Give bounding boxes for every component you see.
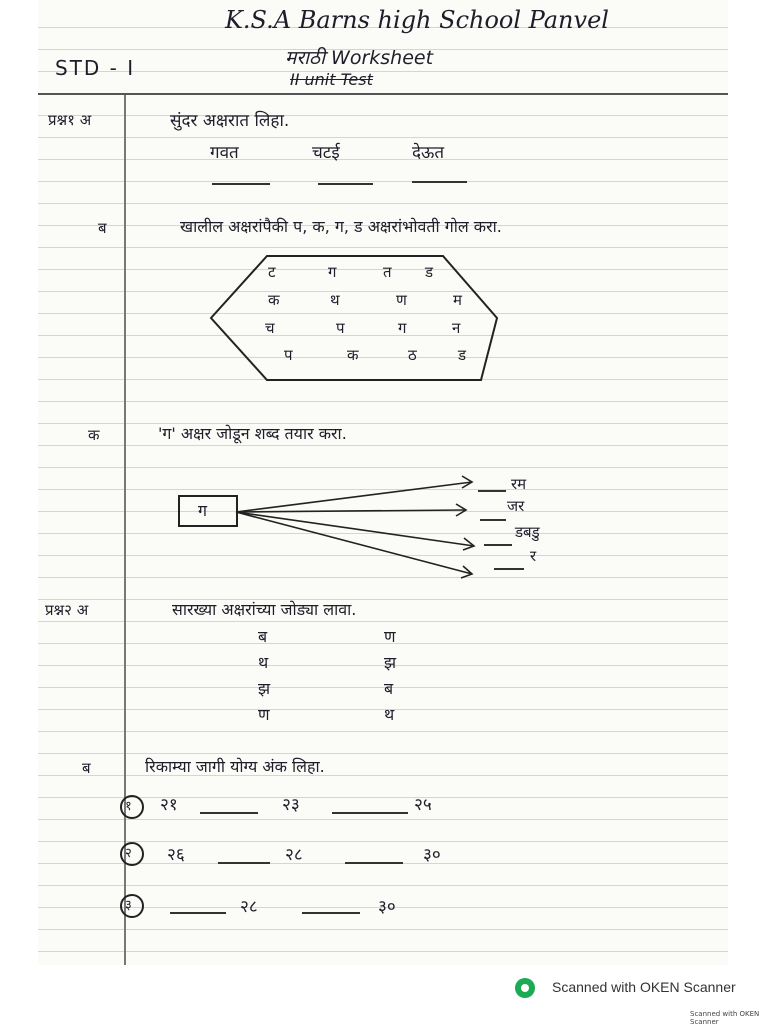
number-value: २५ — [414, 795, 432, 815]
pair-right-2[interactable]: झ — [384, 653, 397, 672]
answer-blank[interactable] — [302, 912, 360, 914]
answer-blank[interactable] — [478, 490, 506, 492]
oken-scanner-logo-icon — [515, 978, 535, 998]
worksheet-subtitle: मराठी Worksheet — [285, 47, 434, 69]
row-number: २ — [125, 846, 132, 861]
ending-2: जर — [507, 497, 525, 515]
answer-blank[interactable] — [332, 812, 408, 814]
grid-cell[interactable]: च — [265, 319, 275, 337]
q1a-instruction: सुंदर अक्षरात लिहा. — [170, 111, 290, 131]
number-value: २१ — [160, 795, 178, 815]
grid-cell[interactable]: ण — [396, 291, 407, 309]
grid-cell[interactable]: क — [268, 291, 280, 309]
answer-blank[interactable] — [212, 183, 270, 185]
center-letter-box — [178, 495, 238, 527]
grid-cell[interactable]: ठ — [408, 346, 417, 364]
row-number-circle — [120, 894, 144, 918]
q2b-label: ब — [82, 759, 91, 777]
answer-blank[interactable] — [318, 183, 373, 185]
arrows — [234, 470, 514, 585]
answer-blank[interactable] — [494, 568, 524, 570]
answer-blank[interactable] — [484, 544, 512, 546]
row-number: १ — [125, 799, 132, 814]
number-value: ३० — [378, 897, 396, 917]
answer-blank[interactable] — [170, 912, 226, 914]
number-value: २६ — [167, 845, 185, 865]
scanner-watermark: Scanned with OKEN Scanner — [552, 979, 736, 995]
grid-cell[interactable]: ग — [398, 319, 407, 337]
number-value: ३० — [423, 845, 441, 865]
row-number-circle — [120, 842, 144, 866]
q1a-word-1: गवत — [210, 143, 239, 163]
q1a-word-2: चटई — [312, 143, 340, 163]
q1b-instruction: खालील अक्षरांपैकी प, क, ग, ड अक्षरांभोवती गोल करा. — [180, 217, 502, 236]
q2a-label: प्रश्न२ अ — [45, 601, 89, 619]
answer-blank[interactable] — [345, 862, 403, 864]
grid-cell[interactable]: थ — [330, 291, 340, 309]
school-title: K.S.A Barns high School Panvel — [225, 6, 609, 34]
grid-cell[interactable]: क — [347, 346, 359, 364]
q1a-label: प्रश्न१ अ — [48, 111, 92, 129]
answer-blank[interactable] — [412, 181, 467, 183]
answer-blank[interactable] — [480, 519, 506, 521]
number-value: २८ — [240, 897, 258, 917]
pair-left-2[interactable]: थ — [258, 653, 269, 672]
unit-test-label: II unit Test — [290, 70, 373, 89]
pair-right-1[interactable]: ण — [384, 627, 396, 646]
pair-left-3[interactable]: झ — [258, 679, 271, 698]
margin-line — [124, 95, 126, 965]
ending-1: रम — [511, 475, 527, 493]
number-value: २३ — [282, 795, 300, 815]
answer-blank[interactable] — [218, 862, 270, 864]
answer-blank[interactable] — [200, 812, 258, 814]
q2a-instruction: सारख्या अक्षरांच्या जोड्या लावा. — [172, 600, 357, 619]
grid-cell[interactable]: प — [284, 346, 293, 364]
ending-4: र — [530, 547, 537, 565]
header-divider — [38, 93, 728, 95]
grid-cell[interactable]: ग — [328, 263, 337, 281]
q2b-instruction: रिकाम्या जागी योग्य अंक लिहा. — [145, 757, 325, 776]
q1a-word-3: देऊत — [412, 143, 445, 163]
scanner-watermark-small: Scanned with OKEN Scanner — [690, 1010, 760, 1026]
q1c-label: क — [88, 426, 100, 444]
grid-cell[interactable]: ड — [425, 263, 434, 281]
grid-cell[interactable]: म — [453, 291, 462, 309]
row-number-circle — [120, 795, 144, 819]
number-value: २८ — [285, 845, 303, 865]
ending-3: डबडु — [515, 523, 540, 541]
pair-right-4[interactable]: थ — [384, 705, 395, 724]
pair-right-3[interactable]: ब — [384, 679, 394, 698]
grid-cell[interactable]: त — [383, 263, 392, 281]
q1b-label: ब — [98, 219, 107, 237]
row-number: ३ — [125, 898, 132, 913]
pair-left-1[interactable]: ब — [258, 627, 268, 646]
q1c-instruction: 'ग' अक्षर जोडून शब्द तयार करा. — [158, 424, 347, 443]
grid-cell[interactable]: प — [336, 319, 345, 337]
grid-cell[interactable]: ट — [268, 263, 276, 281]
pair-left-4[interactable]: ण — [258, 705, 270, 724]
grid-cell[interactable]: ड — [458, 346, 467, 364]
center-letter: ग — [198, 501, 208, 520]
std-label: STD - I — [55, 56, 136, 80]
grid-cell[interactable]: न — [452, 319, 461, 337]
